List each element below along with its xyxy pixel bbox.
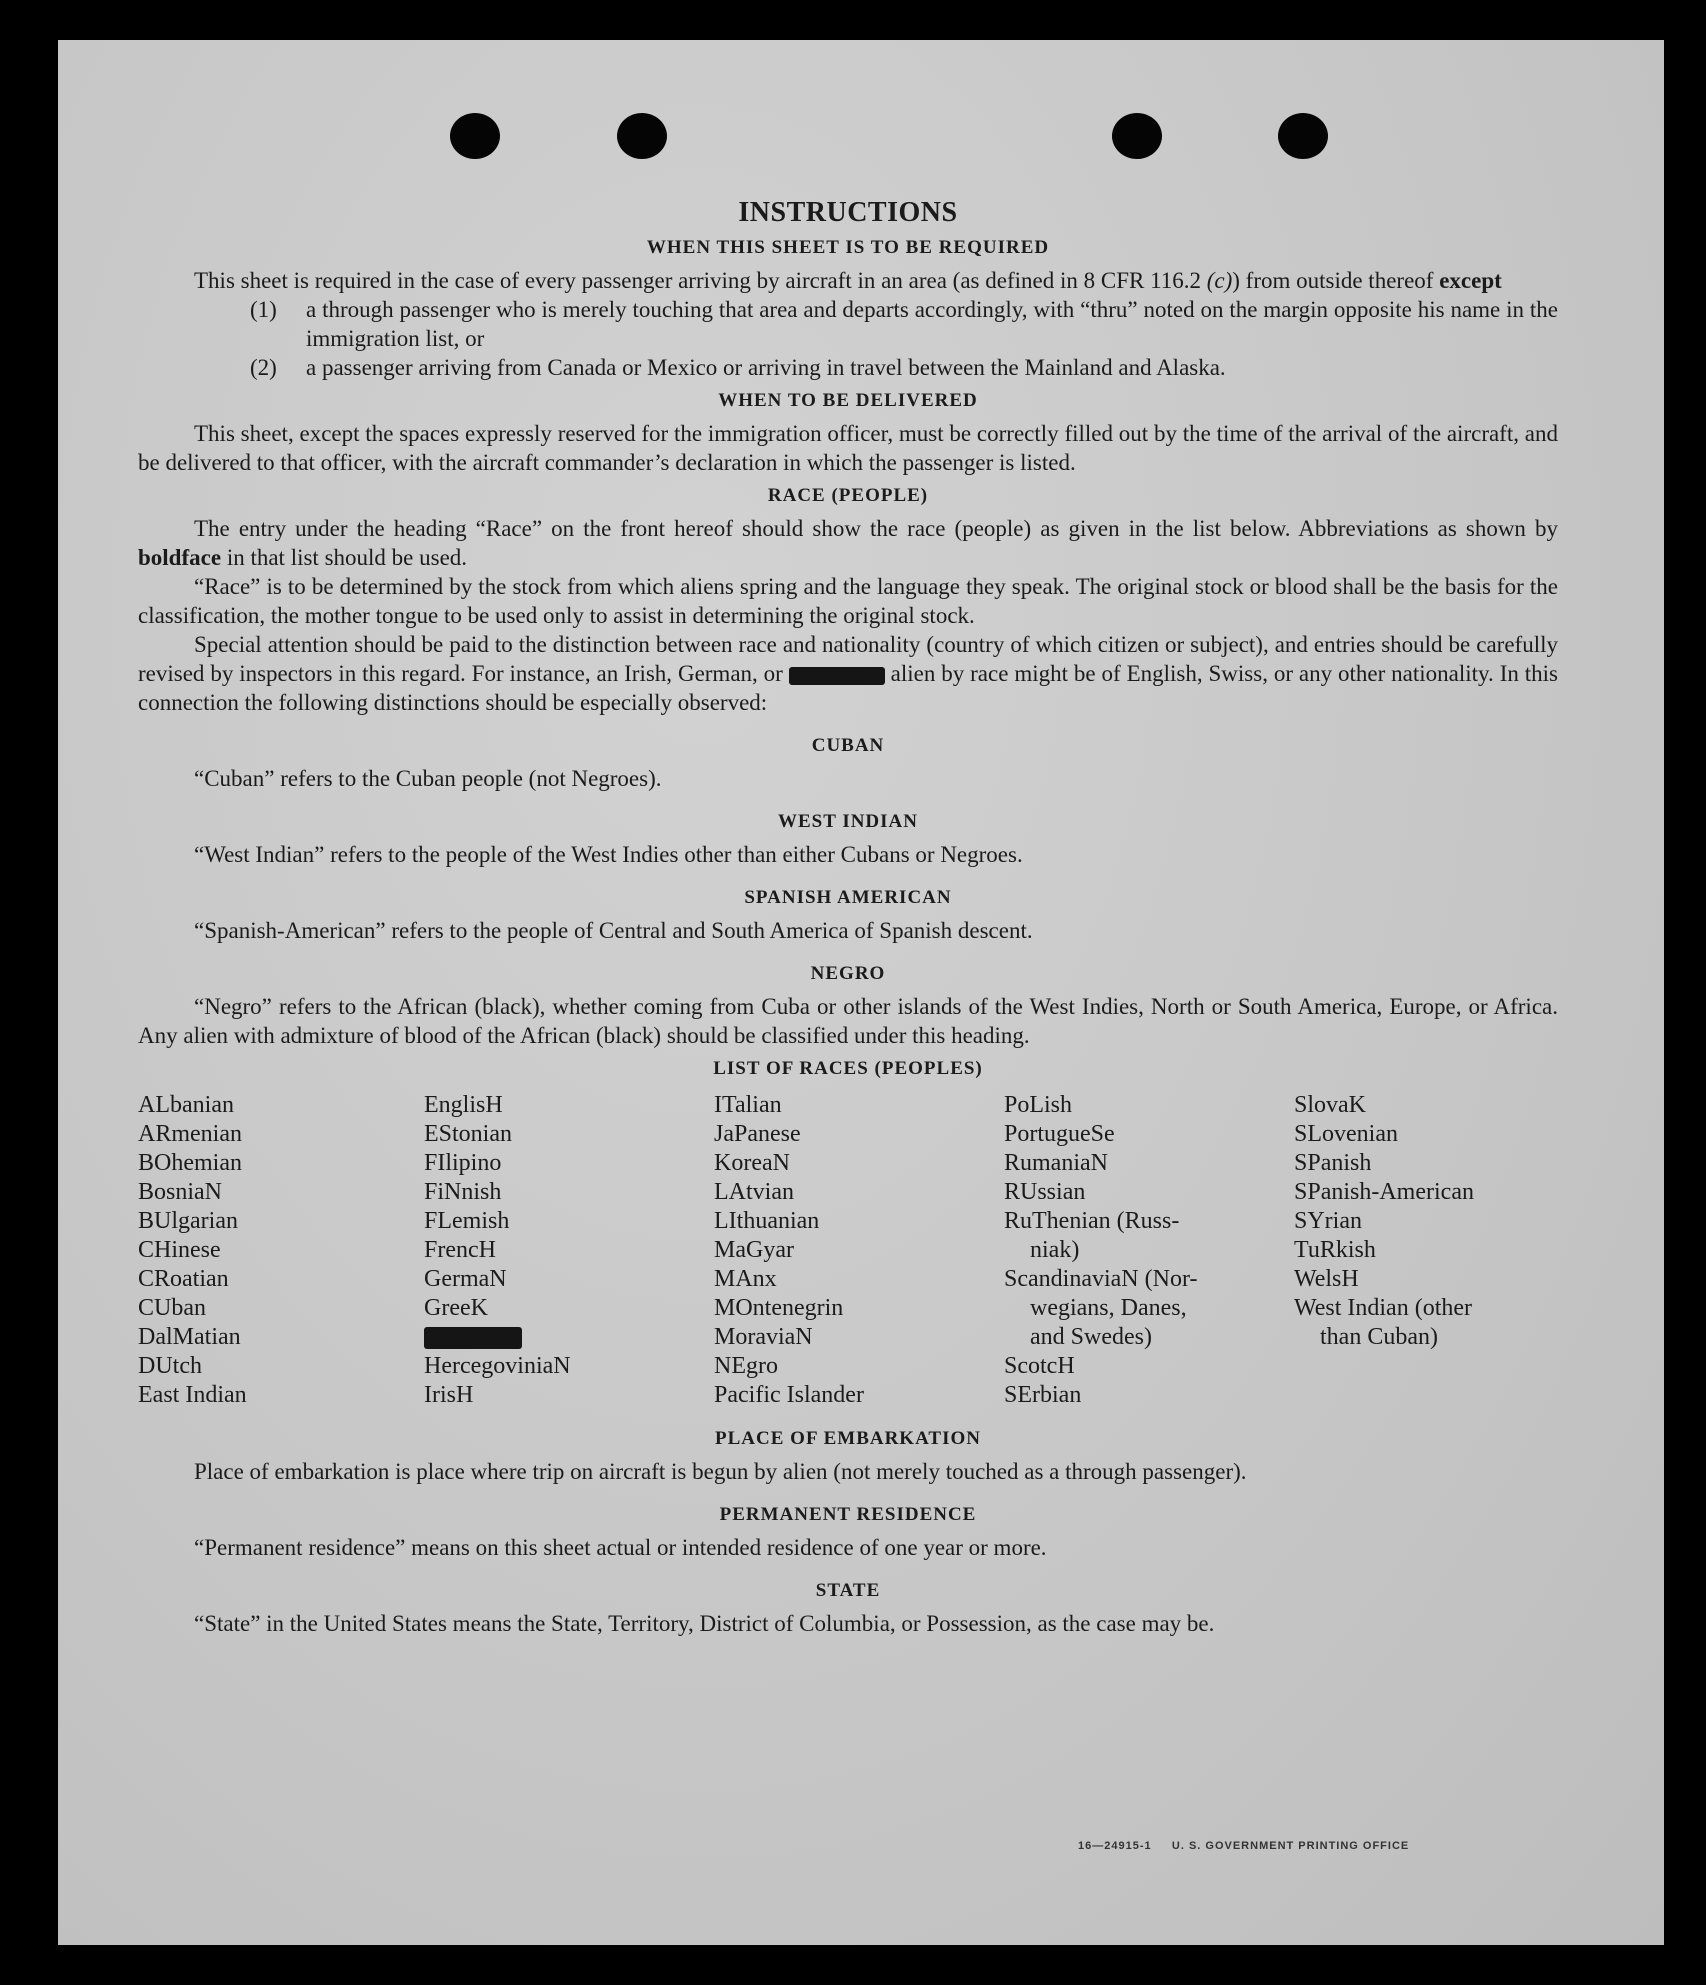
race-entry: EStonian bbox=[424, 1121, 512, 1147]
race-entry: Pacific Islander bbox=[714, 1382, 864, 1408]
race-entry: BUlgarian bbox=[138, 1208, 238, 1234]
race-entry: ARmenian bbox=[138, 1121, 242, 1147]
redaction-mark bbox=[424, 1327, 522, 1349]
when-required-intro: This sheet is required in the case of every passenger arriving by aircraft in an area (as defined in 8 CFR 116.2 (c)) from outside thereof except bbox=[194, 268, 1502, 293]
document-page bbox=[58, 40, 1664, 1945]
printer-name: U. S. GOVERNMENT PRINTING OFFICE bbox=[1171, 1840, 1410, 1852]
race-entry: RumaniaN bbox=[1004, 1150, 1108, 1176]
race-entry: ScotcH bbox=[1004, 1353, 1075, 1379]
race-entry: DUtch bbox=[138, 1353, 202, 1379]
section-heading-when-required: WHEN THIS SHEET IS TO BE REQUIRED bbox=[646, 237, 1050, 258]
race-entry: PortugueSe bbox=[1004, 1121, 1115, 1147]
punch-hole bbox=[617, 113, 667, 159]
page-title: INSTRUCTIONS bbox=[738, 197, 958, 228]
race-list bbox=[138, 1091, 1558, 1410]
race-entry: SErbian bbox=[1004, 1382, 1082, 1408]
race-entry: RUssian bbox=[1004, 1179, 1086, 1205]
residence-text: “Permanent residence” means on this sheet actual or intended residence of one year or more. bbox=[194, 1535, 1047, 1560]
list-item: (1) a through passenger who is merely touching that area and departs accordingly, with “thru” noted on the margin opposite his name in the immigration list, or bbox=[250, 297, 1558, 351]
race-entry: WelsH bbox=[1294, 1266, 1359, 1292]
race-entry: ScandinaviaN (Nor- bbox=[1004, 1266, 1198, 1292]
race-entry: ITalian bbox=[714, 1092, 782, 1118]
west-indian-text: “West Indian” refers to the people of the West Indies other than either Cubans or Negroes. bbox=[194, 842, 1023, 867]
race-entry: JaPanese bbox=[714, 1121, 801, 1147]
race-paragraph-2: “Race” is to be determined by the stock from which aliens spring and the language they speak. The original stock or blood shall be the basis for the classification, the mother tongue to be used only to assist in determining the original stock. bbox=[138, 574, 1558, 628]
race-entry: HercegoviniaN bbox=[424, 1353, 571, 1379]
printer-footer bbox=[1078, 1840, 1409, 1852]
section-heading-cuban: CUBAN bbox=[811, 735, 885, 756]
race-entry: LAtvian bbox=[714, 1179, 794, 1205]
race-entry: BosniaN bbox=[138, 1179, 222, 1205]
section-heading-embarkation: PLACE OF EMBARKATION bbox=[715, 1428, 981, 1449]
race-paragraph-1: The entry under the heading “Race” on the front hereof should show the race (people) as given in the list below. Abbreviations as shown by boldface in that list should be used. bbox=[138, 516, 1558, 570]
race-entry: CHinese bbox=[138, 1237, 221, 1263]
race-entry: BOhemian bbox=[138, 1150, 242, 1176]
race-column bbox=[714, 1091, 1004, 1410]
race-entry: West Indian (other bbox=[1294, 1295, 1473, 1321]
section-heading-race: RACE (PEOPLE) bbox=[767, 485, 929, 506]
race-entry: PoLish bbox=[1004, 1092, 1073, 1118]
section-heading-spanish-american: SPANISH AMERICAN bbox=[744, 887, 952, 908]
race-entry: CUban bbox=[138, 1295, 206, 1321]
race-entry: EnglisH bbox=[424, 1092, 503, 1118]
race-entry: RuThenian (Russ- bbox=[1004, 1208, 1180, 1234]
race-entry: MoraviaN bbox=[714, 1324, 813, 1350]
section-heading-negro: NEGRO bbox=[810, 963, 886, 984]
race-entry: SPanish-American bbox=[1294, 1179, 1474, 1205]
race-entry: MAnx bbox=[714, 1266, 777, 1292]
section-heading-when-delivered: WHEN TO BE DELIVERED bbox=[718, 390, 978, 411]
instructions-body bbox=[138, 180, 1558, 1638]
race-entry: FiNnish bbox=[424, 1179, 502, 1205]
punch-hole bbox=[450, 113, 500, 159]
race-entry: SPanish bbox=[1294, 1150, 1372, 1176]
redaction-mark bbox=[789, 667, 885, 685]
race-entry: KoreaN bbox=[714, 1150, 790, 1176]
negro-text: “Negro” refers to the African (black), whether coming from Cuba or other islands of the West Indies, North or South America, Europe, or Africa. Any alien with admixture of blood of the African (black) should be classified under this heading. bbox=[138, 994, 1558, 1048]
section-heading-state: STATE bbox=[815, 1580, 881, 1601]
list-item: (2) a passenger arriving from Canada or Mexico or arriving in travel between the Mainland and Alaska. bbox=[250, 355, 1226, 380]
when-delivered-text: This sheet, except the spaces expressly reserved for the immigration officer, must be correctly filled out by the time of the arrival of the aircraft, and be delivered to that officer, with the aircraft commander’s declaration in which the passenger is listed. bbox=[138, 421, 1558, 475]
race-entry: CRoatian bbox=[138, 1266, 229, 1292]
race-entry: FLemish bbox=[424, 1208, 510, 1234]
race-entry: IrisH bbox=[424, 1382, 474, 1408]
race-entry: MaGyar bbox=[714, 1237, 794, 1263]
punch-hole bbox=[1278, 113, 1328, 159]
section-heading-permanent-residence: PERMANENT RESIDENCE bbox=[719, 1504, 977, 1525]
race-entry: TuRkish bbox=[1294, 1237, 1376, 1263]
race-entry: SlovaK bbox=[1294, 1092, 1366, 1118]
cuban-text: “Cuban” refers to the Cuban people (not Negroes). bbox=[194, 766, 662, 791]
punch-hole bbox=[1112, 113, 1162, 159]
race-entry: ALbanian bbox=[138, 1092, 234, 1118]
race-entry: NEgro bbox=[714, 1353, 778, 1379]
race-paragraph-3: Special attention should be paid to the distinction between race and nationality (country of which citizen or subject), and entries should be carefully revised by inspectors in this regard. For instance, an Irish, German, or alien by race might be of English, Swiss, or any other nationality. In this connection the following distinctions should be especially observed: bbox=[138, 632, 1558, 715]
race-column bbox=[1004, 1091, 1294, 1410]
state-text: “State” in the United States means the State, Territory, District of Columbia, or Possession, as the case may be. bbox=[194, 1611, 1215, 1636]
race-entry: DalMatian bbox=[138, 1324, 241, 1350]
race-column bbox=[1294, 1091, 1564, 1410]
race-entry: GermaN bbox=[424, 1266, 507, 1292]
race-entry: FIlipino bbox=[424, 1150, 502, 1176]
embarkation-text: Place of embarkation is place where trip on aircraft is begun by alien (not merely touched as a through passenger). bbox=[194, 1459, 1247, 1484]
spanish-american-text: “Spanish-American” refers to the people of Central and South America of Spanish descent. bbox=[194, 918, 1033, 943]
race-column bbox=[138, 1091, 424, 1410]
race-column bbox=[424, 1091, 714, 1410]
race-entry: FrencH bbox=[424, 1237, 496, 1263]
race-entry: SLovenian bbox=[1294, 1121, 1398, 1147]
race-entry: SYrian bbox=[1294, 1208, 1362, 1234]
race-entry: niak) bbox=[1030, 1237, 1080, 1263]
section-heading-list-of-races: LIST OF RACES (PEOPLES) bbox=[713, 1058, 983, 1079]
race-entry: LIthuanian bbox=[714, 1208, 820, 1234]
race-entry: East Indian bbox=[138, 1382, 247, 1408]
form-number: 16—24915-1 bbox=[1078, 1840, 1152, 1852]
race-entry: wegians, Danes, bbox=[1030, 1295, 1187, 1321]
race-entry: and Swedes) bbox=[1030, 1324, 1152, 1350]
race-entry: MOntenegrin bbox=[714, 1295, 844, 1321]
race-entry-redacted bbox=[424, 1323, 714, 1352]
race-entry: GreeK bbox=[424, 1295, 488, 1321]
section-heading-west-indian: WEST INDIAN bbox=[778, 811, 918, 832]
race-entry: than Cuban) bbox=[1320, 1324, 1438, 1350]
